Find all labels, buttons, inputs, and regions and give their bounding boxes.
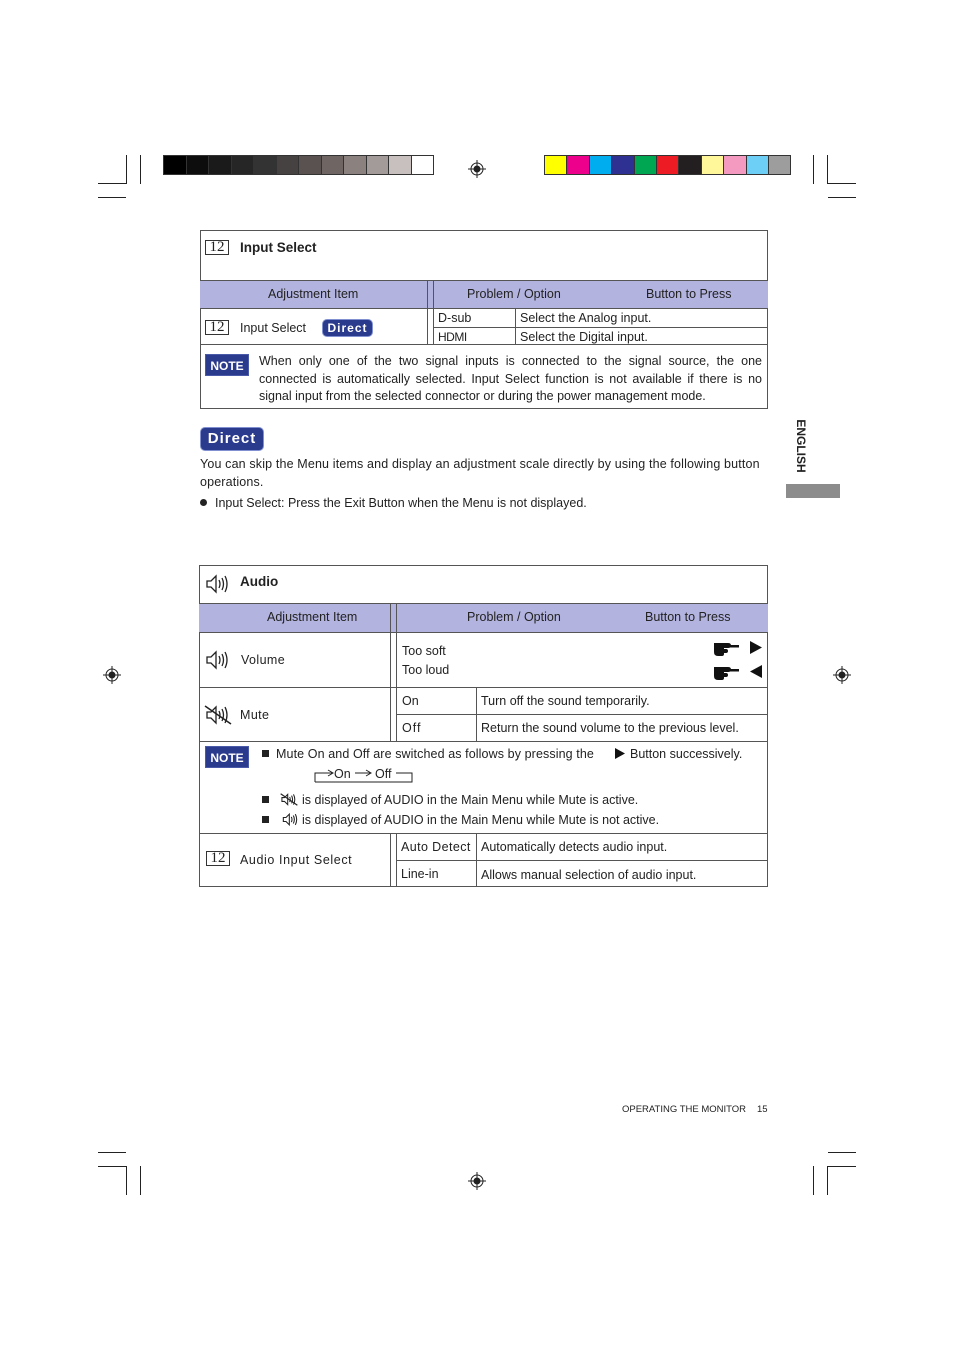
greyscale-swatch (163, 155, 187, 175)
audio-input-auto-detect-desc: Automatically detects audio input. (481, 840, 668, 854)
speaker-icon (205, 573, 229, 595)
color-swatch (723, 155, 746, 175)
input-select-note: When only one of the two signal inputs is connected to the signal source, the one connected is automatically selected. Input Select function is not available if there is no signal input from the selected connector or during the power management mode. (259, 354, 762, 403)
audio-input-line-in-desc: Allows manual selection of audio input. (481, 868, 697, 882)
greyscale-swatch (208, 155, 232, 175)
audio-note-line3: is displayed of AUDIO in the Main Menu while Mute is not active. (302, 813, 660, 827)
audio-header-adjustment-item: Adjustment Item (267, 610, 358, 624)
input-select-icon: 12 (205, 240, 229, 255)
audio-input-select-icon: 12 (206, 851, 230, 866)
color-swatch (746, 155, 769, 175)
registration-mark-icon (468, 160, 486, 178)
volume-too-loud: Too loud (402, 663, 450, 677)
input-select-row-label: Input Select (240, 321, 307, 335)
speaker-small-icon (282, 812, 298, 827)
audio-input-auto-detect: Auto Detect (401, 840, 471, 854)
cycle-on: On (334, 767, 351, 781)
color-swatch (656, 155, 679, 175)
input-select-row-icon: 12 (205, 320, 229, 335)
color-swatch (768, 155, 791, 175)
side-tab-label: ENGLISH (794, 419, 808, 473)
option-dsub: D-sub (438, 311, 472, 325)
color-swatch (611, 155, 634, 175)
greyscale-swatch (253, 155, 277, 175)
volume-icon (205, 649, 229, 671)
header-problem-option: Problem / Option (467, 287, 561, 301)
option-dsub-desc: Select the Analog input. (520, 311, 652, 325)
audio-header-problem-option: Problem / Option (467, 610, 561, 624)
audio-header-button-to-press: Button to Press (645, 610, 731, 624)
registration-mark-icon (103, 666, 121, 684)
color-swatch (566, 155, 589, 175)
audio-note-badge: NOTE (205, 746, 249, 768)
color-swatch (678, 155, 701, 175)
direct-badge-small: Direct (322, 319, 373, 337)
color-swatch (634, 155, 657, 175)
header-adjustment-item: Adjustment Item (268, 287, 359, 301)
greyscale-swatch (298, 155, 322, 175)
option-hdmi-desc: Select the Digital input. (520, 330, 648, 344)
registration-mark-icon (833, 666, 851, 684)
left-arrow-icon (749, 664, 763, 679)
greyscale-swatch (276, 155, 300, 175)
right-arrow-icon (614, 747, 626, 760)
mute-label: Mute (240, 708, 270, 722)
mute-cycle-diagram (312, 765, 416, 785)
color-swatch (544, 155, 567, 175)
pointing-hand-icon (712, 663, 740, 681)
direct-bullet: Input Select: Press the Exit Button when the Menu is not displayed. (215, 496, 587, 510)
audio-input-select-label: Audio Input Select (240, 853, 353, 867)
direct-description: You can skip the Menu items and display an adjustment scale directly by using the following button operations. (200, 457, 760, 489)
pointing-hand-icon (712, 639, 740, 657)
footer-page-number: 15 (757, 1104, 768, 1115)
note-badge: NOTE (205, 354, 249, 376)
color-swatch (589, 155, 612, 175)
square-bullet-icon (262, 796, 269, 803)
greyscale-swatch (388, 155, 412, 175)
audio-note-line1-pre: Mute On and Off are switched as follows by pressing the (276, 747, 594, 761)
greyscale-swatch (366, 155, 390, 175)
bullet-dot-icon (200, 499, 207, 506)
volume-too-soft: Too soft (402, 644, 446, 658)
footer-section: OPERATING THE MONITOR (622, 1104, 747, 1115)
header-button-to-press: Button to Press (646, 287, 732, 301)
volume-label: Volume (241, 653, 286, 667)
square-bullet-icon (262, 750, 269, 757)
audio-note-line2: is displayed of AUDIO in the Main Menu while Mute is active. (302, 793, 639, 807)
direct-badge: Direct (200, 427, 264, 451)
side-tab-bar (786, 484, 840, 498)
audio-title: Audio (240, 574, 279, 589)
mute-option-off-desc: Return the sound volume to the previous level. (481, 721, 739, 735)
greyscale-swatch (411, 155, 435, 175)
greyscale-swatch (231, 155, 255, 175)
audio-note-line1-post: Button successively. (630, 747, 743, 761)
mute-icon (204, 704, 232, 726)
greyscale-swatch (186, 155, 210, 175)
square-bullet-icon (262, 816, 269, 823)
right-arrow-icon (749, 640, 763, 655)
mute-small-icon (280, 792, 298, 807)
greyscale-swatch (321, 155, 345, 175)
mute-option-off: Off (402, 721, 422, 735)
audio-input-line-in: Line-in (401, 867, 439, 881)
greyscale-swatch (343, 155, 367, 175)
mute-option-on: On (402, 694, 419, 708)
color-swatch (701, 155, 724, 175)
registration-mark-icon (468, 1172, 486, 1190)
option-hdmi: HDMI (438, 330, 467, 344)
input-select-title: Input Select (240, 240, 317, 255)
cycle-off: Off (375, 767, 392, 781)
mute-option-on-desc: Turn off the sound temporarily. (481, 694, 650, 708)
